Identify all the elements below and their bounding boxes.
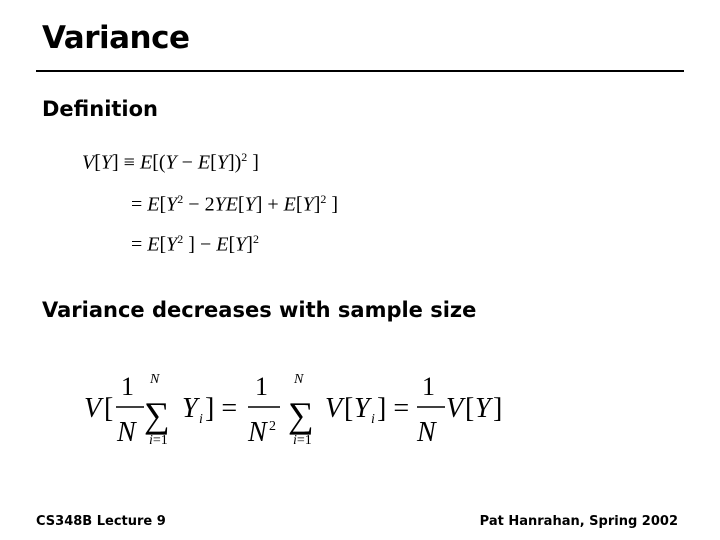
svg-text:N: N [294, 372, 304, 387]
svg-text:∑: ∑ [288, 395, 314, 435]
svg-text:V: V [446, 393, 464, 424]
variance-sample-size-formula [80, 360, 520, 455]
footer-author: Pat Hanrahan, Spring 2002 [479, 514, 678, 529]
svg-text:i: i [371, 412, 375, 427]
svg-text:V: V [84, 393, 102, 424]
svg-text:[: [ [344, 393, 354, 424]
svg-text:1: 1 [255, 372, 268, 401]
svg-text:Y: Y [475, 393, 491, 424]
svg-text:i=1: i=1 [293, 433, 312, 448]
title-divider [36, 70, 684, 72]
definition-equation-line-1: $V[Y] \equiv E[(Y - E[Y])^2$ ] [82, 150, 259, 174]
svg-text:Y: Y [182, 393, 198, 424]
svg-text:[: [ [465, 393, 475, 424]
footer-course: CS348B Lecture 9 [36, 514, 166, 529]
svg-text:N: N [248, 417, 267, 448]
svg-text:[: [ [104, 393, 114, 424]
svg-text:]: ] [493, 393, 503, 424]
svg-text:∑: ∑ [144, 395, 170, 435]
slide-title: Variance [42, 20, 190, 56]
svg-text:i=1: i=1 [149, 433, 168, 448]
definition-heading: Definition [42, 97, 159, 121]
definition-equation-line-3: = $E[Y^2$ ] − $E[Y]^2$ [131, 232, 259, 256]
svg-text:1: 1 [422, 372, 435, 401]
svg-text:2: 2 [269, 419, 276, 434]
svg-text:N: N [417, 417, 436, 448]
svg-text:i: i [199, 412, 203, 427]
svg-text:N: N [150, 372, 160, 387]
svg-text:Y: Y [354, 393, 370, 424]
svg-text:1: 1 [121, 372, 134, 401]
svg-text:V: V [325, 393, 343, 424]
definition-equation-line-2: = $E[Y^2 - 2YE[Y] + E[Y]^2$ ] [131, 192, 339, 216]
svg-text:] =: ] = [205, 393, 238, 424]
svg-text:N: N [117, 417, 136, 448]
variance-heading: Variance decreases with sample size [42, 298, 477, 322]
svg-text:] =: ] = [377, 393, 410, 424]
